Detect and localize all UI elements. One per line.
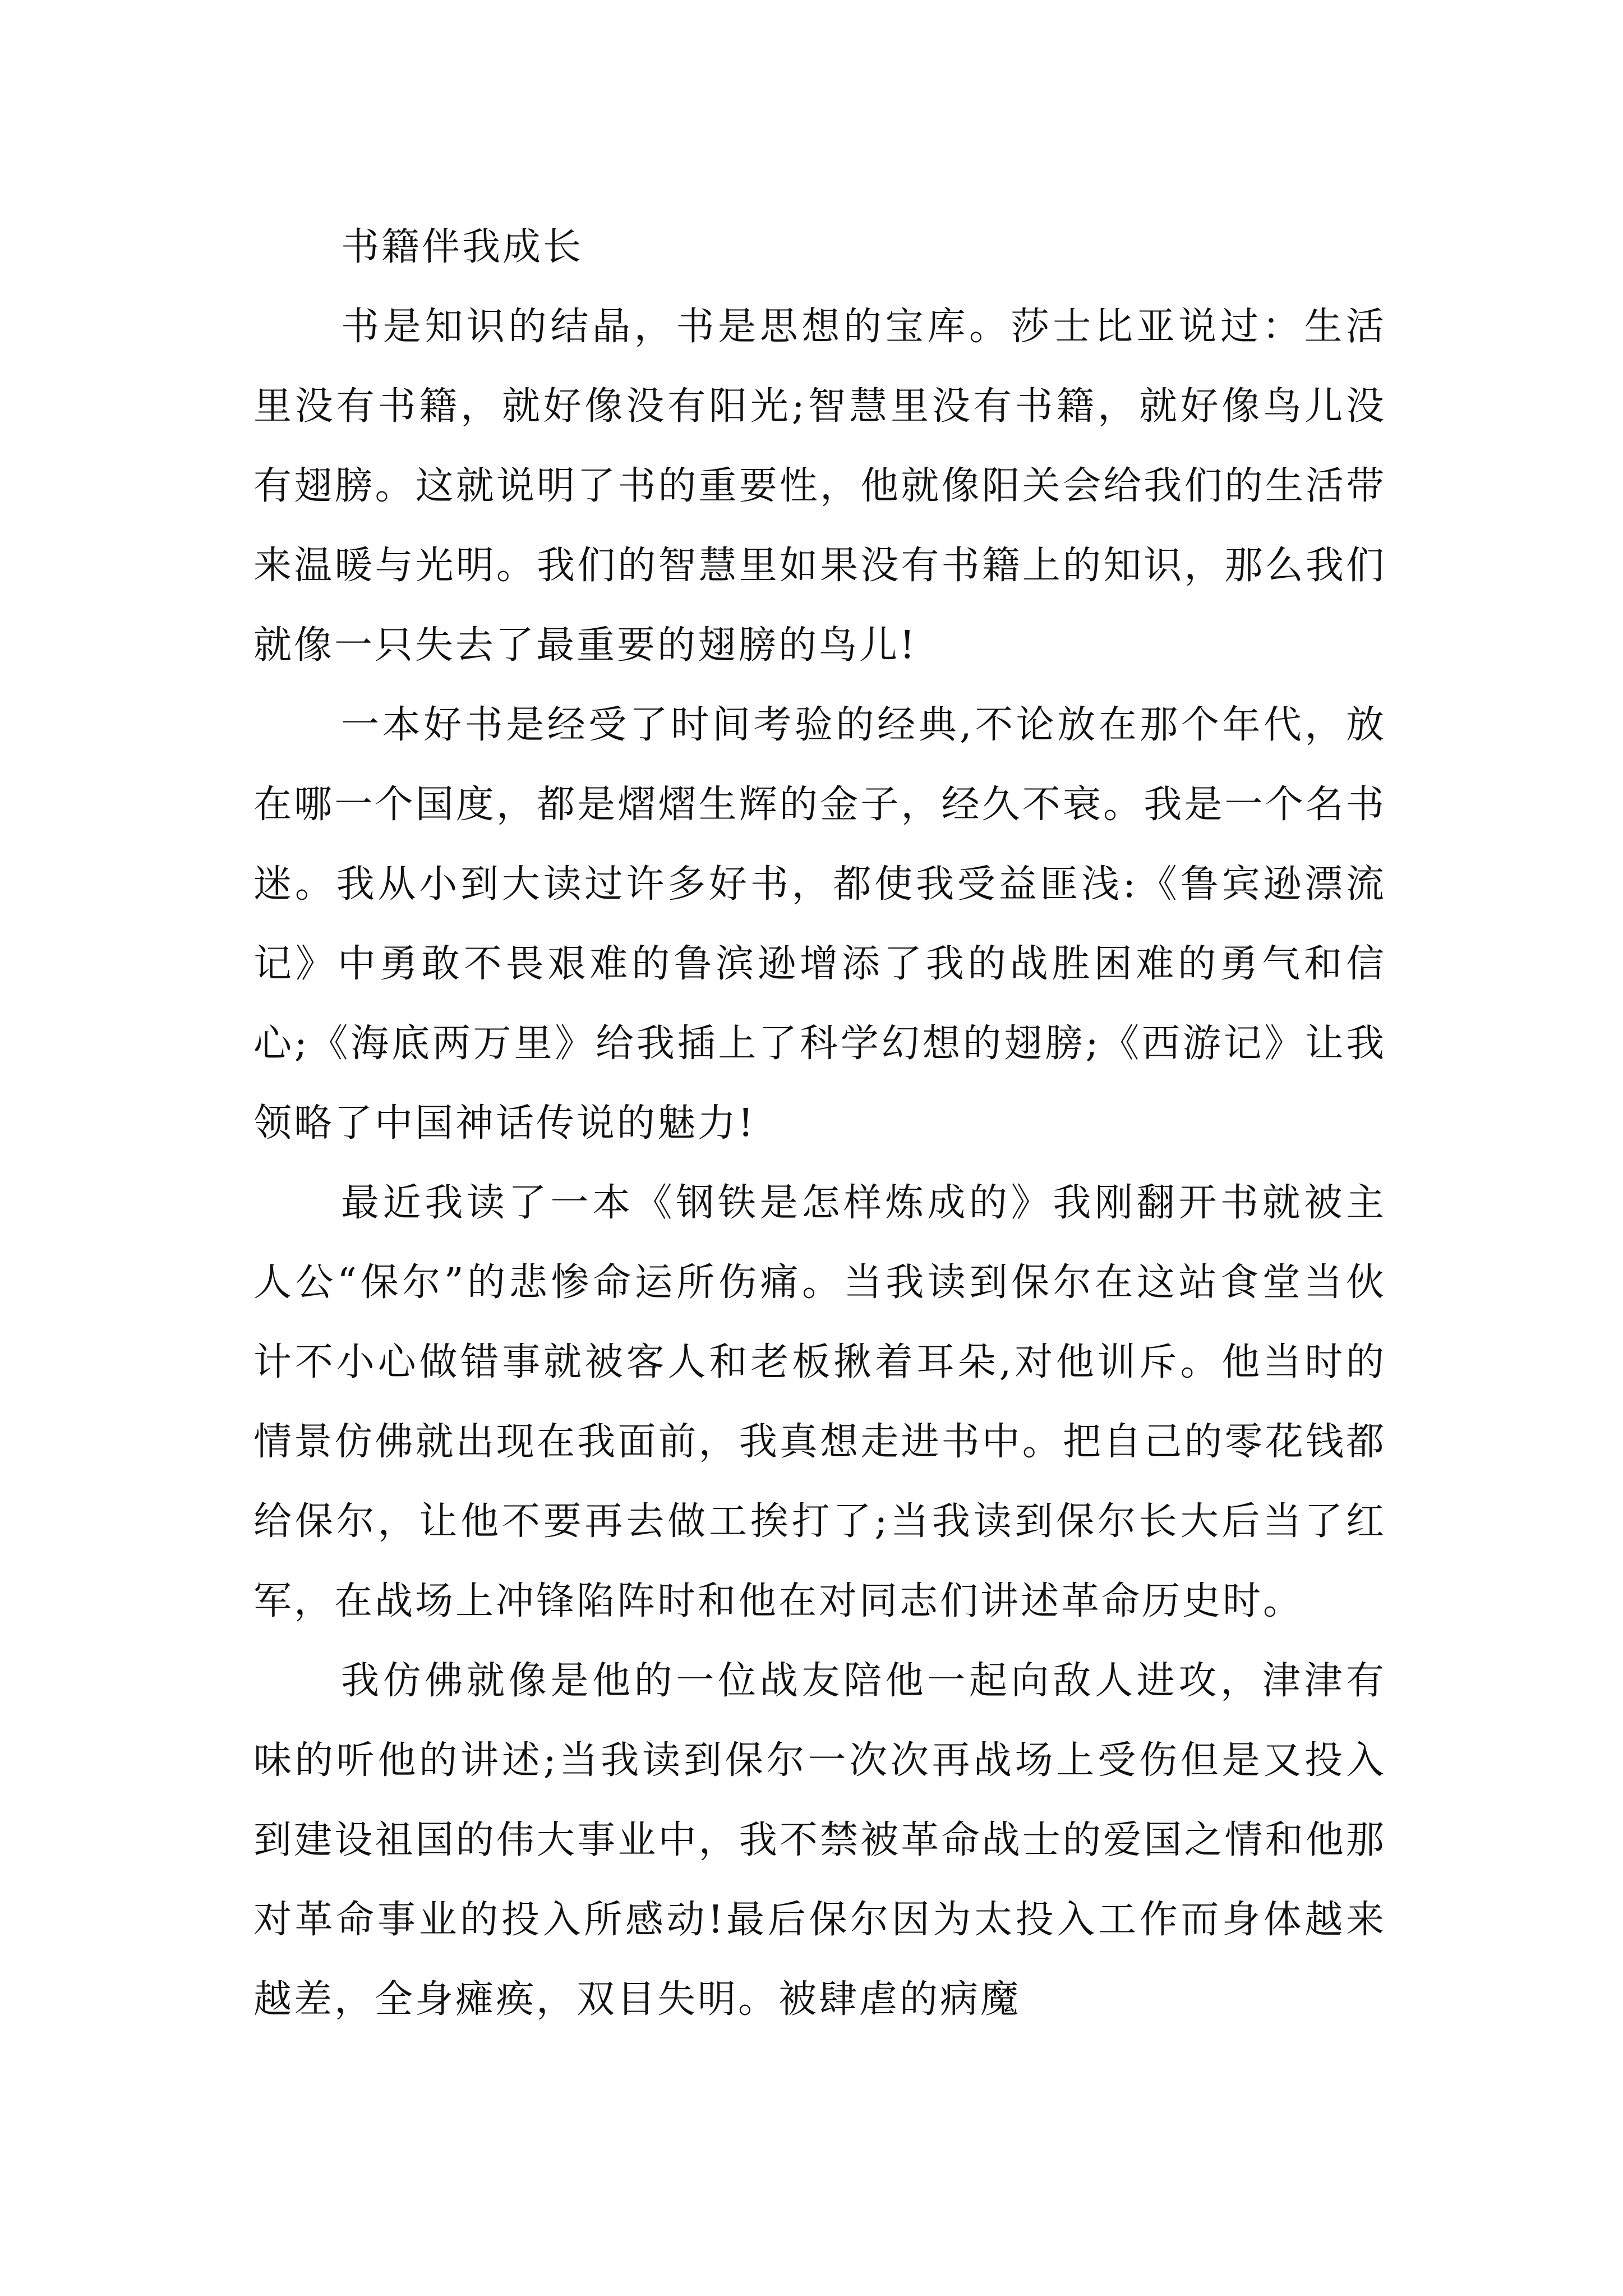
document-title: 书籍伴我成长 — [341, 225, 584, 269]
document-body — [253, 208, 1386, 2040]
paragraph-1: 书是知识的结晶，书是思想的宝库。莎士比亚说过：生活里没有书籍，就好像没有阳光;智慧里没有书籍，就好像鸟儿没有翅膀。这就说明了书的重要性，他就像阳关会给我们的生活带来温暖与光明。我们的智慧里如果没有书籍上的知识，那么我们就像一只失去了最重要的翅膀的鸟儿! — [253, 305, 1386, 668]
paragraph-3: 最近我读了一本《钢铁是怎样炼成的》我刚翻开书就被主人公“保尔”的悲惨命运所伤痛。当我读到保尔在这站食堂当伙计不小心做错事就被客人和老板揪着耳朵,对他训斥。他当时的情景仿佛就出现在我面前，我真想走进书中。把自己的零花钱都给保尔，让他不要再去做工挨打了;当我读到保尔长大后当了红军，在战场上冲锋陷阵时和他在对同志们讲述革命历史时。 — [253, 1181, 1386, 1623]
paragraph-4: 我仿佛就像是他的一位战友陪他一起向敌人进攻，津津有味的听他的讲述;当我读到保尔一次次再战场上受伤但是又投入到建设祖国的伟大事业中，我不禁被革命战士的爱国之情和他那对革命事业的投入所感动!最后保尔因为太投入工作而身体越来越差，全身瘫痪，双目失明。被肆虐的病魔 — [253, 1659, 1386, 2022]
paragraph-2: 一本好书是经受了时间考验的经典,不论放在那个年代，放在哪一个国度，都是熠熠生辉的金子，经久不衰。我是一个名书迷。我从小到大读过许多好书，都使我受益匪浅:《鲁宾逊漂流记》中勇敢不畏艰难的鲁滨逊增添了我的战胜困难的勇气和信心;《海底两万里》给我插上了科学幻想的翅膀;《西游记》让我领略了中国神话传说的魅力! — [253, 703, 1386, 1145]
